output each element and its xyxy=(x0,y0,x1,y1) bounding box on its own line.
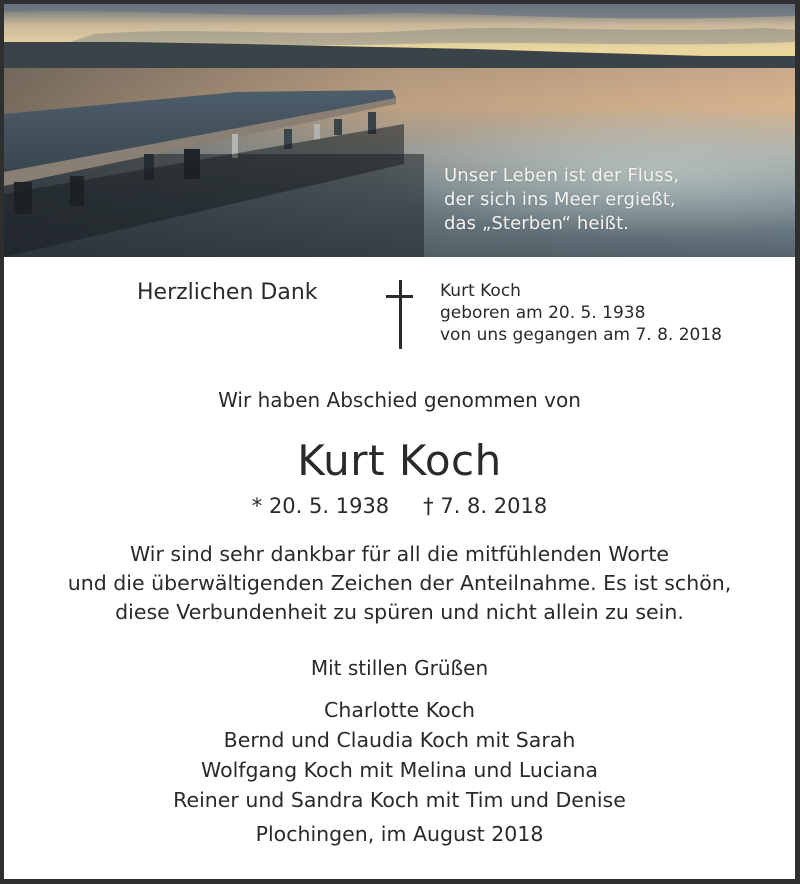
farewell-intro: Wir haben Abschied genommen von xyxy=(218,388,581,412)
death-date: † 7. 8. 2018 xyxy=(423,494,548,518)
thanks-heading: Herzlichen Dank xyxy=(137,280,318,305)
header-photo xyxy=(4,4,795,257)
memorial-quote xyxy=(444,164,679,236)
greeting: Mit stillen Grüßen xyxy=(310,656,489,680)
deceased-name-small: Kurt Koch xyxy=(440,281,521,301)
message-line: Wir sind sehr dankbar für all die mitfühlenden Worte xyxy=(129,542,670,566)
birth-date: * 20. 5. 1938 xyxy=(251,494,390,518)
deceased-name: Kurt Koch xyxy=(297,436,502,485)
signer: Charlotte Koch xyxy=(324,698,475,722)
quote-line: Unser Leben ist der Fluss, xyxy=(444,165,680,186)
place-date: Plochingen, im August 2018 xyxy=(255,822,544,846)
cross-horizontal-bar xyxy=(386,295,413,298)
life-dates xyxy=(4,494,795,518)
message-line: diese Verbundenheit zu spüren und nicht allein zu sein. xyxy=(115,600,684,624)
born-line: geboren am 20. 5. 1938 xyxy=(440,303,646,323)
quote-line: der sich ins Meer ergießt, xyxy=(444,189,676,210)
signers-list xyxy=(4,695,795,815)
cross-vertical-bar xyxy=(399,280,402,349)
message-line: und die überwältigenden Zeichen der Anteilnahme. Es ist schön, xyxy=(67,571,732,595)
died-line: von uns gegangen am 7. 8. 2018 xyxy=(440,325,723,345)
signer: Bernd und Claudia Koch mit Sarah xyxy=(223,728,576,752)
signer: Wolfgang Koch mit Melina und Luciana xyxy=(201,758,598,782)
cross-icon xyxy=(385,280,415,350)
thanks-message xyxy=(4,540,795,627)
deceased-info xyxy=(440,280,722,346)
quote-line: das „Sterben“ heißt. xyxy=(444,213,630,234)
signer: Reiner und Sandra Koch mit Tim und Denise xyxy=(173,788,626,812)
